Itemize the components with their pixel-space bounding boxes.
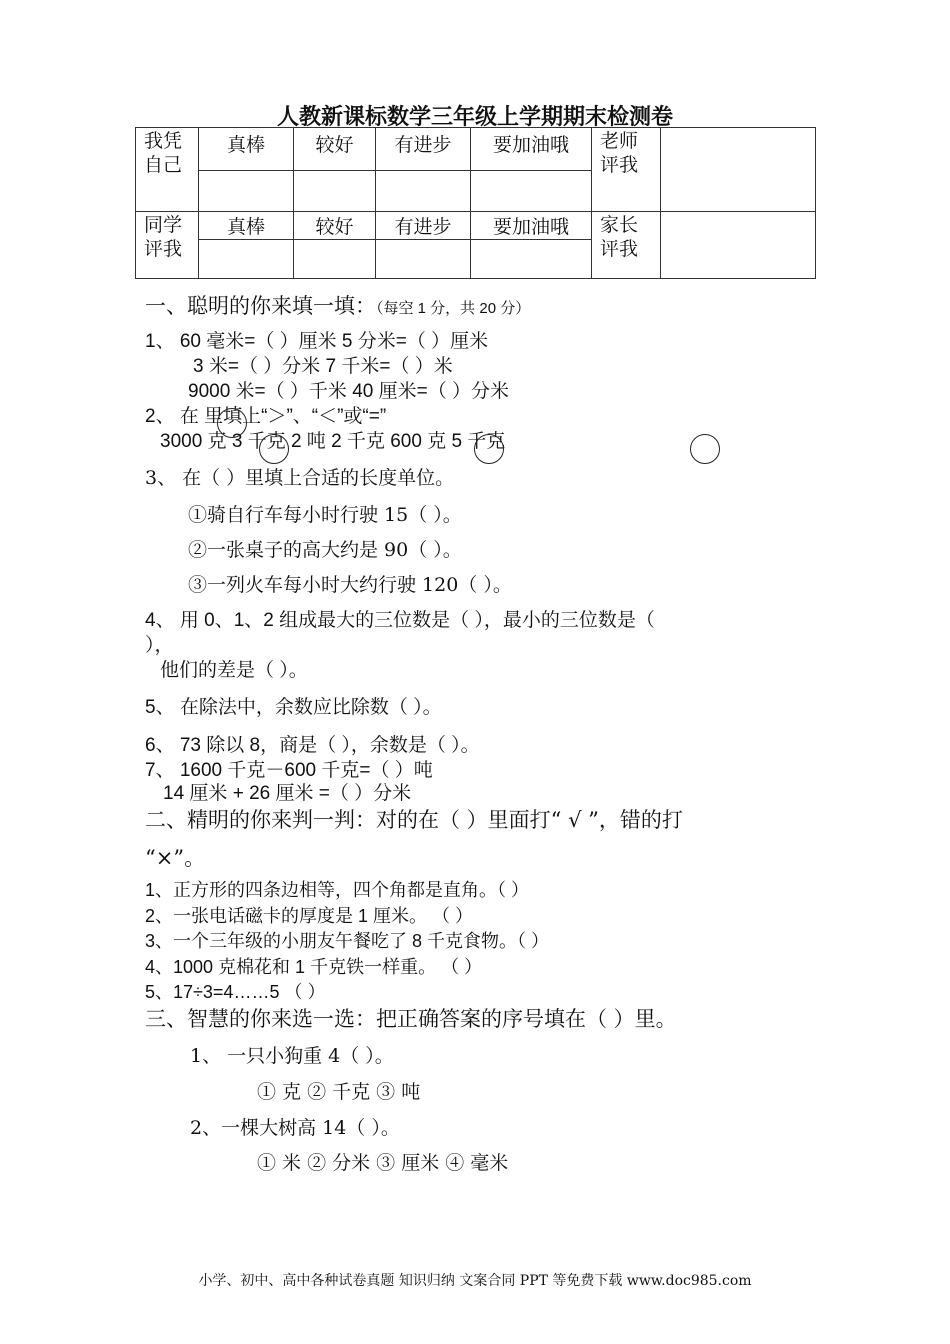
eval-blank-cell[interactable] [294,240,376,279]
q7-line1: 7、 1600 千克－600 千克=（ ）吨 [145,760,433,781]
eval-parent-blank[interactable] [661,212,816,279]
q4-line3: 他们的差是（ ）。 [160,660,308,681]
q4-line1: 4、 用 0、1、2 组成最大的三位数是（ ），最小的三位数是（ [145,610,655,631]
q1-line3: 9000 米=（ ）千米 40 厘米=（ ）分米 [188,381,509,402]
q3-item-a: ①骑自行车每小时行驶 15（ ）。 [188,504,462,526]
section3-heading: 三、智慧的你来选一选：把正确答案的序号填在（ ）里。 [145,1007,677,1031]
page-title: 人教新课标数学三年级上学期期末检测卷 [276,105,673,130]
q1-line1: 1、 60 毫米=（ ）厘米 5 分米=（ ）厘米 [145,331,489,352]
judge-list [145,878,549,1006]
eval-blank-cell[interactable] [471,171,592,212]
eval-parent-label: 家长评我 [592,212,661,279]
eval-cell-header: 较好 [294,212,376,240]
eval-cell-header: 要加油哦 [471,212,592,240]
compare-circle[interactable] [217,408,247,438]
choice-q2: 2、一棵大树高 14（ ）。 [190,1117,400,1139]
q7-line2: 14 厘米 + 26 厘米 =（ ）分米 [163,783,412,804]
q3-item-c: ③一列火车每小时大约行驶 120（ ）。 [188,574,512,596]
evaluation-table [135,127,816,279]
choice-q1-options: ① 克 ② 千克 ③ 吨 [257,1081,421,1103]
q4-line2: ）， [145,635,174,656]
eval-blank-cell[interactable] [376,171,471,212]
choice-q1: 1、 一只小狗重 4（ ）。 [190,1045,394,1067]
compare-circle[interactable] [259,434,289,464]
q3-item-b: ②一张桌子的高大约是 90（ ）。 [188,539,462,561]
eval-cell-header: 较好 [294,128,376,171]
eval-peer-label: 同学评我 [136,212,199,279]
judge-item: 4、1000 克棉花和 1 千克铁一样重。 （ ） [145,956,483,977]
judge-item: 5、17÷3=4……5 （ ） [145,982,326,1002]
eval-blank-cell[interactable] [376,240,471,279]
choice-q2-options: ① 米 ② 分米 ③ 厘米 ④ 毫米 [257,1152,509,1174]
eval-blank-cell[interactable] [294,171,376,212]
section2-heading: 二、精明的你来判一判：对的在（ ）里面打“ √ ”，错的打 [145,808,683,832]
compare-circle[interactable] [690,434,720,464]
footer-text: 小学、初中、高中各种试卷真题 知识归纳 文案合同 PPT 等免费下载 www.doc985.com [198,1273,752,1289]
eval-blank-cell[interactable] [199,240,294,279]
q6: 6、 73 除以 8，商是（ ），余数是（ ）。 [145,735,480,756]
judge-item: 2、一张电话磁卡的厚度是 1 厘米。 （ ） [145,905,474,926]
eval-cell-header: 真棒 [199,128,294,171]
section2-heading-cont: “×”。 [145,846,206,870]
q1-line2: 3 米=（ ）分米 7 千米=（ ）米 [193,356,453,377]
eval-blank-cell[interactable] [199,171,294,212]
eval-cell-header: 有进步 [376,212,471,240]
eval-cell-header: 真棒 [199,212,294,240]
eval-teacher-label: 老师评我 [592,128,661,212]
q5: 5、 在除法中，余数应比除数（ ）。 [145,697,442,718]
q3-heading: 3、 在（ ）里填上合适的长度单位。 [145,467,455,489]
eval-teacher-blank[interactable] [661,128,816,212]
section1-heading: 一、聪明的你来填一填：（每空 1 分，共 20 分） [145,294,531,318]
q2-line1: 2、 在 里填上“＞”、“＜”或“=” [145,406,387,427]
judge-item: 1、正方形的四条边相等，四个角都是直角。（ ） [145,880,530,900]
section1-note: （每空 1 分，共 20 分） [376,300,531,317]
eval-self-label: 我凭自己 [136,128,199,212]
eval-cell-header: 要加油哦 [471,128,592,171]
eval-cell-header: 有进步 [376,128,471,171]
q2-line2: 3000 克 3 千克 2 吨 2 千克 600 克 5 千克 [160,431,506,452]
eval-blank-cell[interactable] [471,240,592,279]
judge-item: 3、一个三年级的小朋友午餐吃了 8 千克食物。（ ） [145,931,550,951]
compare-circle[interactable] [474,434,504,464]
